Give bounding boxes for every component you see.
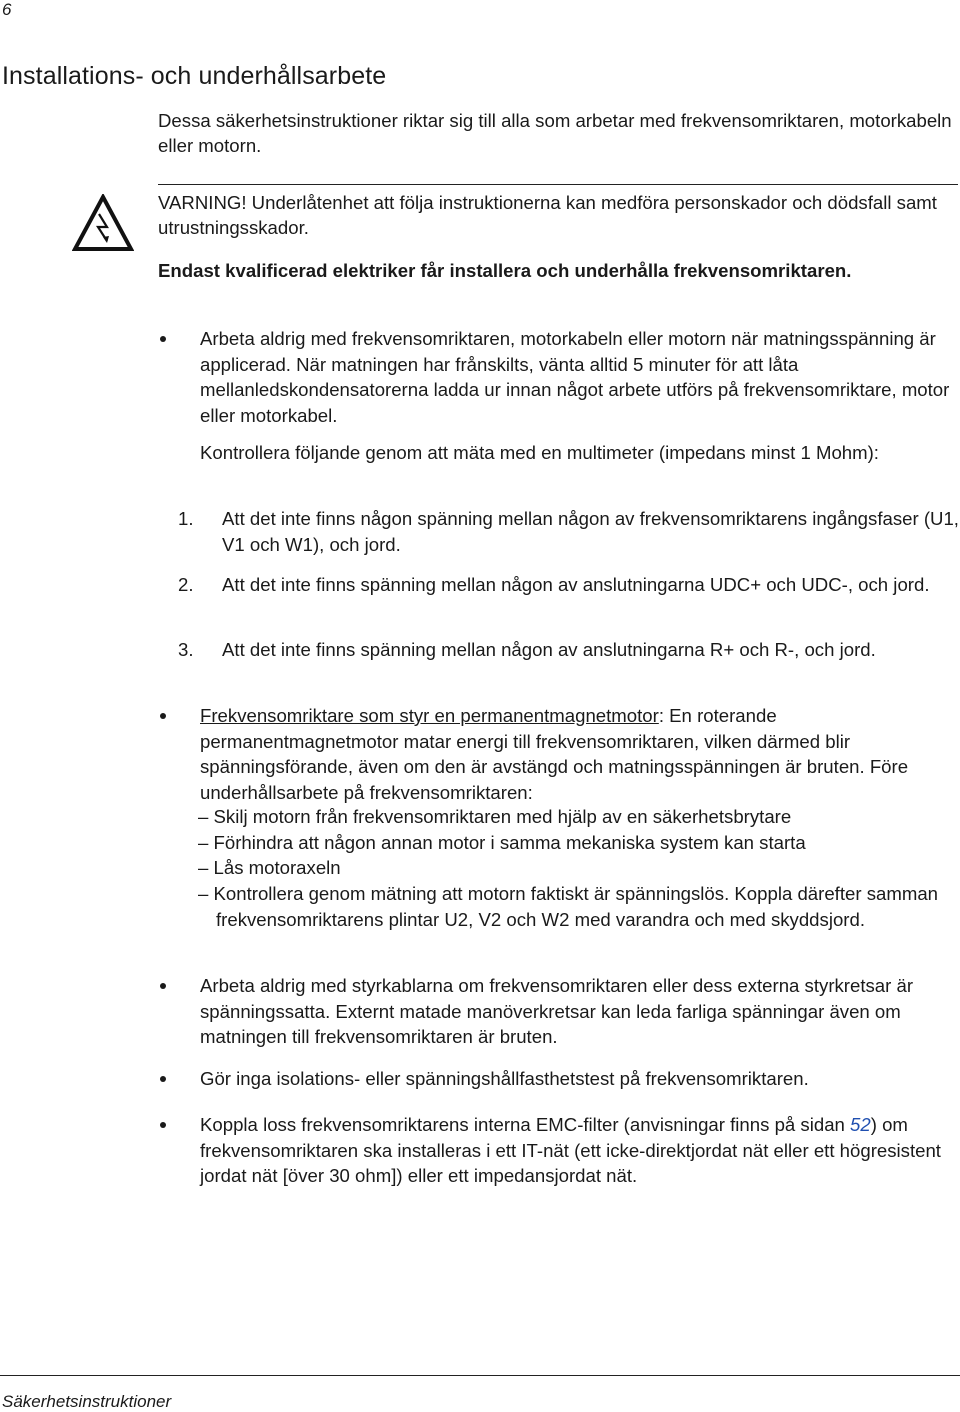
- bullet-icon: [160, 713, 166, 719]
- bullet-icon: [160, 1122, 166, 1128]
- electrical-hazard-warning-icon: [72, 194, 134, 252]
- list-item-text: Arbeta aldrig med frekvensomriktaren, motorkabeln eller motorn när matningsspänning är applicerad. När matningen har frånskilts, vänta alltid 5 minuter för att låta mellanledskondensatorerna ladda ur innan något arbete utförs på frekvensomriktare, motor eller motorkabel.: [200, 328, 950, 426]
- warning-text: VARNING! Underlåtenhet att följa instruktionerna kan medföra personskador och dödsfall samt utrustningsskador.: [158, 192, 937, 238]
- dash-item: – Kontrollera genom mätning att motorn faktiskt är spänningslös. Koppla därefter samman frekvensomriktarens plintar U2, V2 och W2 med varandra och med skyddsjord.: [198, 883, 939, 930]
- page-number: 6: [2, 0, 12, 19]
- bullet-icon: [160, 1076, 166, 1082]
- warning-divider: [158, 184, 958, 185]
- measurement-step: 3. Att det inte finns spänning mellan någon av anslutningarna R+ och R-, och jord.: [178, 639, 876, 660]
- bullet-icon: [160, 983, 166, 989]
- page-reference-link[interactable]: 52: [850, 1114, 871, 1135]
- warning-qualified-electrician: Endast kvalificerad elektriker får installera och underhålla frekvensomriktaren.: [158, 260, 852, 281]
- dash-item: – Skilj motorn från frekvensomriktaren med hjälp av en säkerhetsbrytare: [198, 806, 792, 827]
- measurement-step: 2. Att det inte finns spänning mellan någon av anslutningarna UDC+ och UDC-, och jord.: [178, 574, 930, 595]
- footer-divider: [0, 1375, 960, 1376]
- warning-label: VARNING!: [158, 192, 247, 213]
- bullet-icon: [160, 336, 166, 342]
- pm-motor-heading: Frekvensomriktare som styr en permanentmagnetmotor: [200, 705, 659, 726]
- measurement-step: 1. Att det inte finns någon spänning mellan någon av frekvensomriktarens ingångsfaser (U1, V1 och W1), och jord.: [178, 508, 959, 555]
- list-item-text: Frekvensomriktare som styr en permanentmagnetmotor: En roterande permanentmagnetmotor matar energi till frekvensomriktaren, vilken därmed blir spänningsförande, även om den är avstängd och matningsspänningen är bruten. Före underhållsarbete på frekvensomriktaren:: [200, 705, 909, 803]
- dash-item: – Förhindra att någon annan motor i samma mekaniska system kan starta: [198, 832, 806, 853]
- list-item-text: Gör inga isolations- eller spänningshållfasthetstest på frekvensomriktaren.: [200, 1068, 809, 1089]
- footer-section-label: Säkerhetsinstruktioner: [2, 1392, 172, 1411]
- list-item-text: Arbeta aldrig med styrkablarna om frekvensomriktaren eller dess externa styrkretsar är spänningssatta. Externt matade manöverkretsar kan leda farliga spänningar även om matningen till frekvensomriktaren är bruten.: [200, 975, 914, 1047]
- section-title: Installations- och underhållsarbete: [2, 62, 387, 90]
- list-item-text: Koppla loss frekvensomriktarens interna EMC-filter (anvisningar finns på sidan 52) om frekvensomriktaren ska installeras i ett IT-nät (ett icke-direktjordat nät eller ett högresistent jordat nät [över 30 ohm]) eller ett impedansjordat nät.: [200, 1114, 941, 1186]
- intro-paragraph: Dessa säkerhetsinstruktioner riktar sig till alla som arbetar med frekvensomriktaren, motorkabeln eller motorn.: [158, 110, 952, 156]
- measurement-instruction: Kontrollera följande genom att mäta med en multimeter (impedans minst 1 Mohm):: [200, 442, 879, 463]
- dash-item: – Lås motoraxeln: [198, 857, 341, 878]
